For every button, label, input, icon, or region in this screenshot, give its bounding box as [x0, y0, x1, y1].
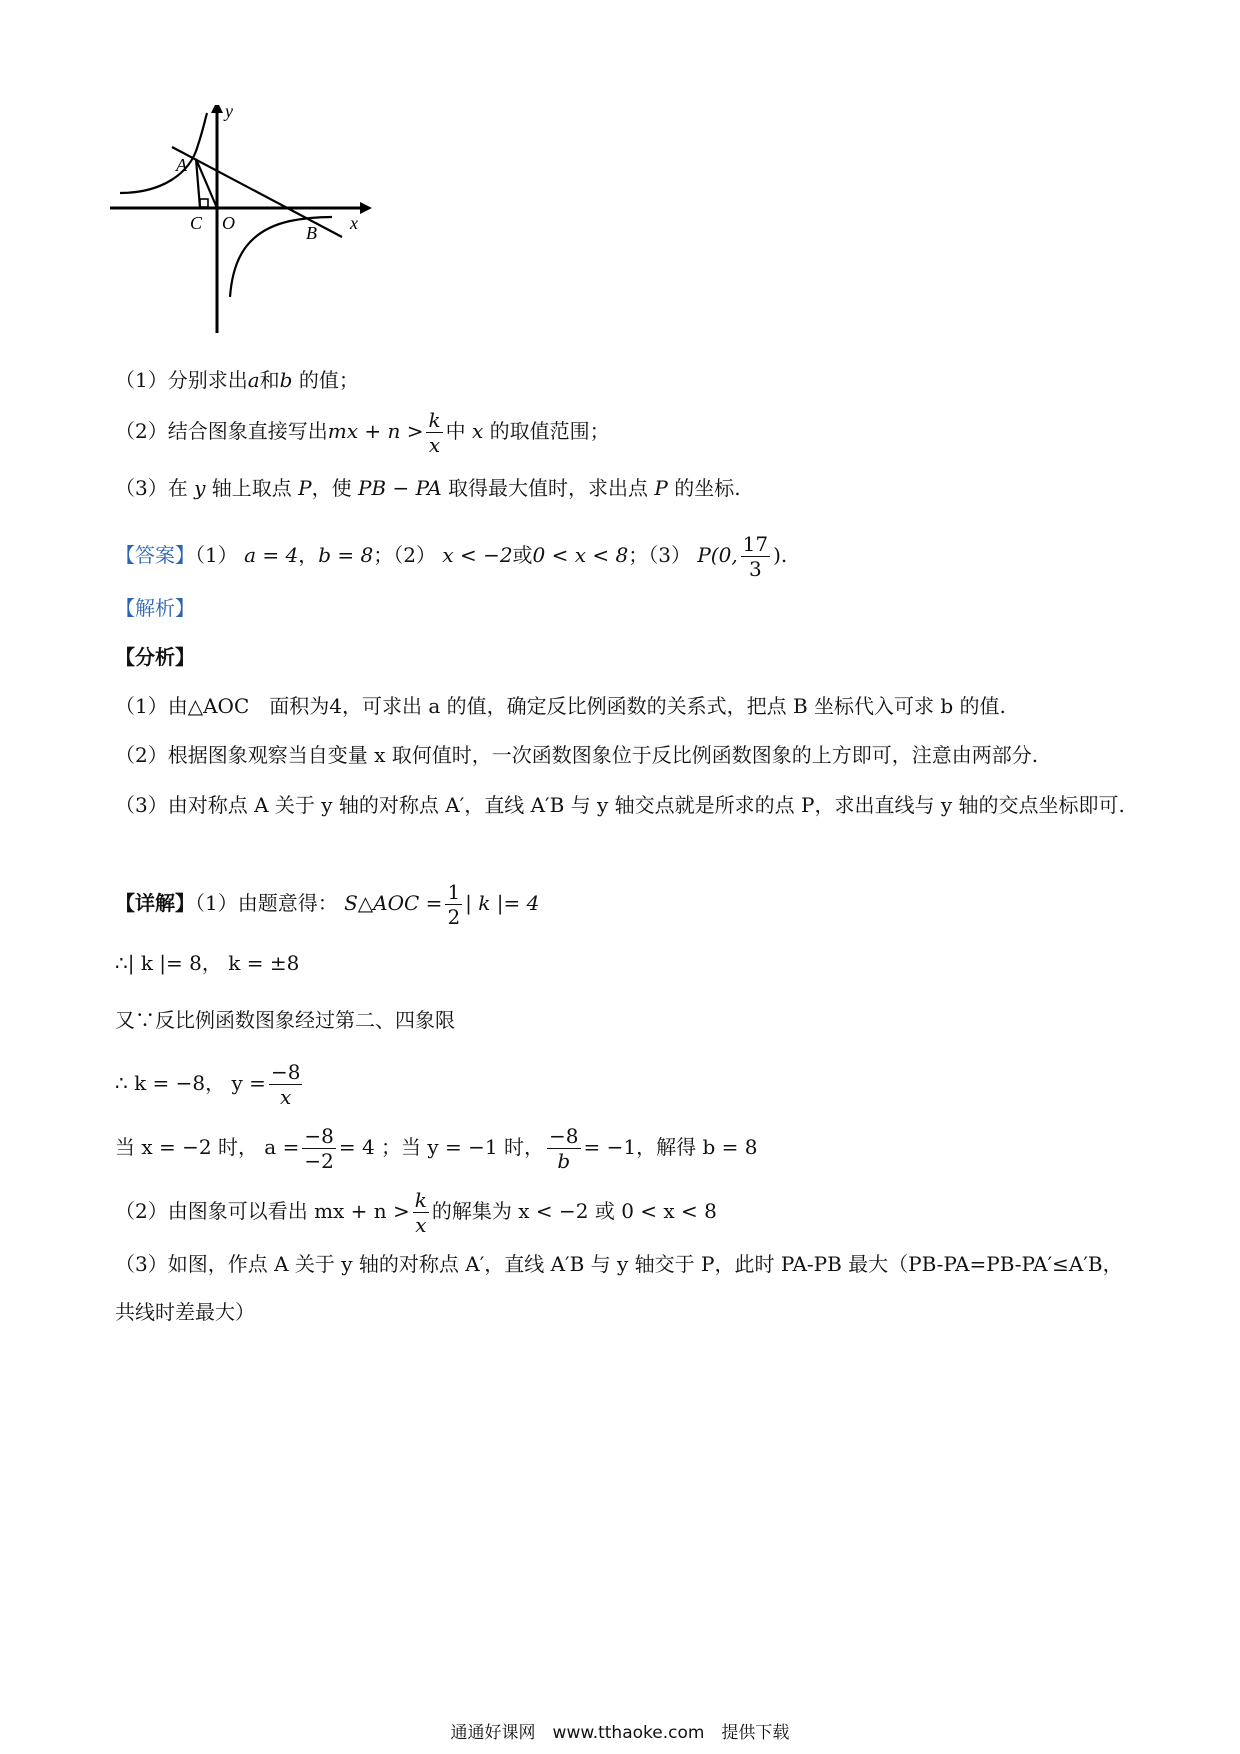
detail-line-6	[115, 1188, 717, 1237]
answer-part1-prefix: （1）	[195, 543, 238, 567]
function-graph-figure	[110, 105, 410, 340]
label-c: C	[190, 213, 203, 233]
answer-point-prefix: P(0,	[697, 543, 738, 567]
q3-var-p: P	[298, 476, 312, 500]
label-b: B	[306, 223, 317, 243]
question-2	[115, 408, 610, 457]
q3-var-p2: P	[654, 476, 668, 500]
detail-6-suffix: 的解集为 x < −2 或 0 < x < 8	[431, 1199, 717, 1223]
detail-line-2: ∴| k |= 8， k = ±8	[115, 951, 300, 975]
detail-6-fraction-num: k	[414, 1188, 427, 1212]
answer-part2-prefix: ；（2）	[373, 543, 436, 567]
question-1	[115, 365, 359, 395]
detail-line-3: 又∵反比例函数图象经过第二、四象限	[115, 1008, 455, 1032]
detail-5-fraction-1	[302, 1124, 335, 1173]
detail-6-fraction-den: x	[415, 1213, 427, 1237]
q2-prefix: （2）结合图象直接写出	[115, 419, 328, 443]
detail-line-4	[115, 1060, 305, 1109]
detail-5-fraction-2-den: b	[557, 1149, 571, 1173]
q2-suffix-1: 中	[445, 419, 466, 443]
answer-or: 或	[512, 543, 533, 567]
q1-suffix: 的值；	[298, 368, 359, 392]
detail-5-fraction-2	[547, 1124, 580, 1173]
q1-mid: 和	[259, 368, 280, 392]
analysis-item-3: （3）由对称点 A 关于 y 轴的对称点 A′，直线 A′B 与 y 轴交点就是所求的点 P，求出直线与 y 轴的交点坐标即可.	[115, 793, 1125, 817]
q3-expression: PB − PA	[357, 476, 442, 500]
detail-tag: 【详解】	[115, 891, 195, 915]
answer-range-2: 0 < x < 8	[532, 543, 629, 567]
q2-var-x: x	[471, 419, 484, 443]
label-y: y	[225, 105, 233, 121]
x-axis-arrow	[360, 202, 372, 214]
detail-1-fraction-den: 2	[447, 905, 461, 929]
detail-5-mid: = 4 ；当 y = −1 时，	[338, 1135, 545, 1159]
answer-fraction-den: 3	[749, 557, 762, 581]
answer-separator: ，	[298, 543, 319, 567]
analysis-subtag: 【分析】	[115, 645, 195, 669]
label-x: x	[350, 213, 358, 233]
q2-fraction-num: k	[428, 408, 441, 432]
detail-4-fraction-num: −8	[270, 1060, 301, 1084]
detail-1-fraction-num: 1	[447, 880, 461, 904]
detail-1-prefix: （1）由题意得：	[195, 891, 338, 915]
hyperbola-branch-left	[120, 113, 207, 193]
answer-line	[115, 532, 787, 581]
answer-part3-prefix: ；（3）	[628, 543, 691, 567]
q3-mid-1: 轴上取点	[211, 476, 292, 500]
analysis-item-1: （1）由△AOC 面积为4，可求出 a 的值，确定反比例函数的关系式，把点 B 坐标代入可求 b 的值.	[115, 694, 1006, 718]
detail-1-fraction	[445, 880, 462, 929]
q2-suffix-2: 的取值范围；	[489, 419, 610, 443]
detail-line-7: （3）如图，作点 A 关于 y 轴的对称点 A′，直线 A′B 与 y 轴交于 P，此时 PA-PB 最大（PB-PA=PB-PA′≤A′B，共线时差最大）	[115, 1252, 1123, 1324]
detail-1-rhs: | k |= 4	[465, 891, 540, 915]
q3-mid-2: ，使	[311, 476, 352, 500]
q3-var-y: y	[194, 476, 206, 500]
answer-range-1: x < −2	[442, 543, 513, 567]
q2-fraction	[426, 408, 442, 457]
detail-4-prefix: ∴ k = −8， y =	[115, 1071, 266, 1095]
detail-4-fraction	[269, 1060, 302, 1109]
q1-var-b: b	[279, 368, 293, 392]
label-o: O	[222, 213, 235, 233]
answer-a-value: a = 4	[244, 543, 299, 567]
detail-1-lhs: S△AOC =	[344, 891, 443, 915]
q2-expression: mx + n >	[327, 419, 424, 443]
q1-prefix: （1）分别求出	[115, 368, 248, 392]
detail-5-suffix: = −1，解得 b = 8	[583, 1135, 758, 1159]
analysis-tag: 【解析】	[115, 596, 195, 620]
answer-b-value: b = 8	[318, 543, 374, 567]
q2-fraction-den: x	[428, 433, 441, 457]
detail-5-fraction-2-num: −8	[549, 1124, 579, 1148]
q3-prefix: （3）在	[115, 476, 188, 500]
label-a: A	[176, 155, 187, 175]
detail-6-prefix: （2）由图象可以看出 mx + n >	[115, 1199, 410, 1223]
right-angle-marker	[200, 199, 208, 207]
answer-point-suffix: ).	[773, 543, 788, 567]
page-footer: 通通好课网 www.tthaoke.com 提供下载	[450, 1723, 790, 1743]
detail-line-1	[115, 880, 539, 929]
answer-fraction-num: 17	[742, 532, 769, 556]
q1-var-a: a	[247, 368, 260, 392]
q3-suffix: 的坐标.	[674, 476, 741, 500]
detail-5-prefix: 当 x = −2 时， a =	[115, 1135, 300, 1159]
detail-4-fraction-den: x	[280, 1085, 292, 1109]
detail-6-fraction	[413, 1188, 429, 1237]
analysis-item-2: （2）根据图象观察当自变量 x 取何值时，一次函数图象位于反比例函数图象的上方即可，注意由两部分.	[115, 743, 1039, 767]
detail-line-5	[115, 1124, 757, 1173]
y-axis-arrow	[211, 105, 223, 113]
answer-point-fraction	[741, 532, 770, 581]
q3-mid-3: 取得最大值时，求出点	[448, 476, 649, 500]
question-3	[115, 473, 741, 503]
detail-5-fraction-1-num: −8	[304, 1124, 334, 1148]
answer-tag: 【答案】	[115, 543, 195, 567]
detail-5-fraction-1-den: −2	[304, 1149, 334, 1173]
